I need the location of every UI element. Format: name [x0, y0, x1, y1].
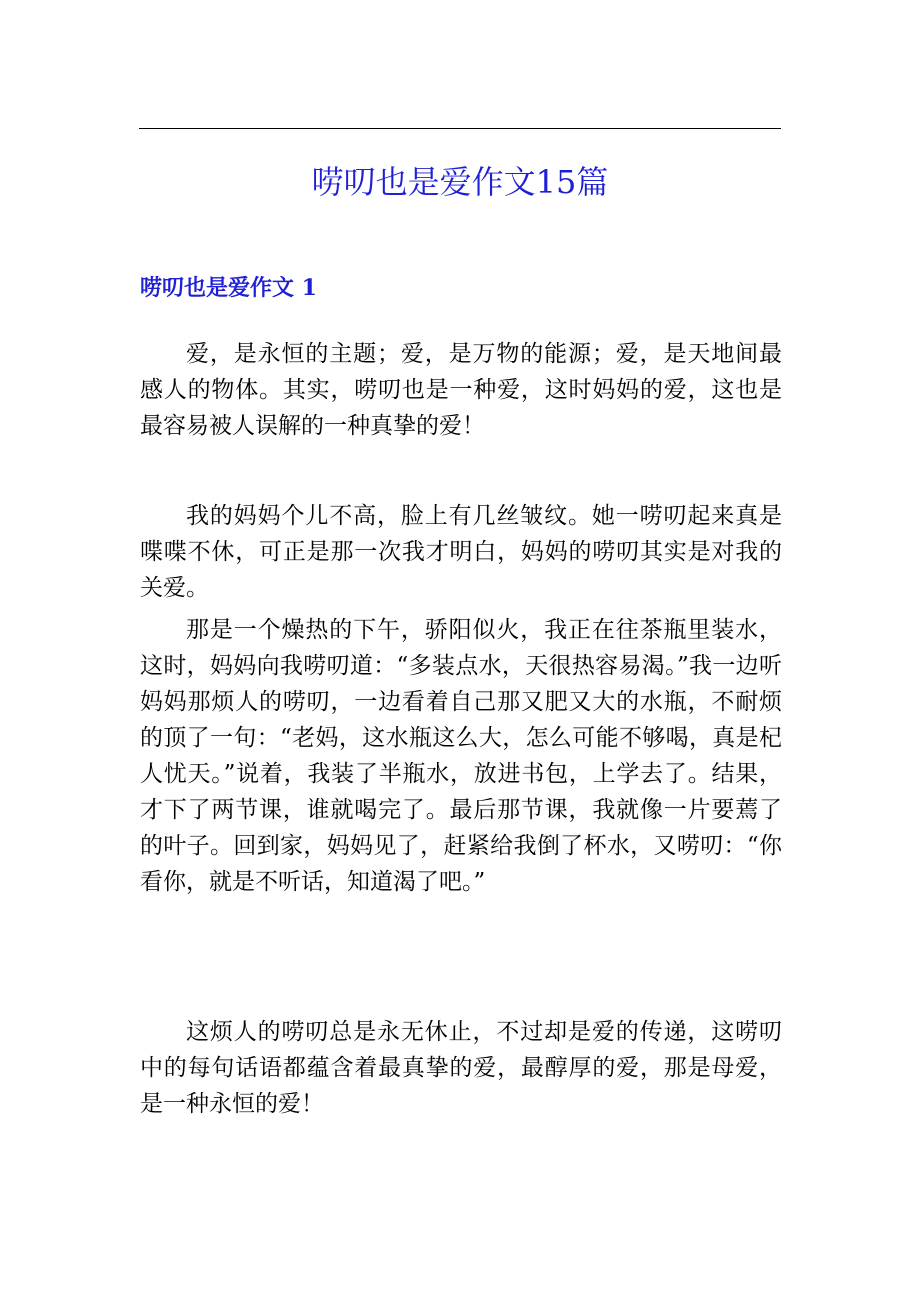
paragraph-2: 我的妈妈个儿不高，脸上有几丝皱纹。她一唠叨起来真是喋喋不休，可正是那一次我才明白，妈妈的唠叨其实是对我的关爱。 — [140, 503, 782, 601]
header-rule — [139, 128, 781, 129]
document-title: 唠叨也是爱作文15篇 — [311, 163, 609, 201]
paragraph-4: 这烦人的唠叨总是永无休止，不过却是爱的传递，这唠叨中的每句话语都蕴含着最真挚的爱，最醇厚的爱，那是母爱，是一种永恒的爱！ — [140, 1019, 782, 1117]
paragraph-1: 爱，是永恒的主题；爱，是万物的能源；爱，是天地间最感人的物体。其实，唠叨也是一种爱，这时妈妈的爱，这也是最容易被人误解的一种真挚的爱！ — [140, 341, 782, 439]
paragraph-3: 那是一个燥热的下午，骄阳似火，我正在往茶瓶里装水，这时，妈妈向我唠叨道：“多装点水，天很热容易渴。”我一边听妈妈那烦人的唠叨，一边看着自己那又肥又大的水瓶，不耐烦的顶了一句：“老妈，这水瓶这么大，怎么可能不够喝，真是杞人忧天。”说着，我装了半瓶水，放进书包，上学去了。结果，才下了两节课，谁就喝完了。最后那节课，我就像一片要蔫了的叶子。回到家，妈妈见了，赶紧给我倒了杯水，又唠叨：“你看你，就是不听话，知道渴了吧。” — [140, 617, 782, 895]
section-heading: 唠叨也是爱作文 1 — [140, 275, 317, 301]
